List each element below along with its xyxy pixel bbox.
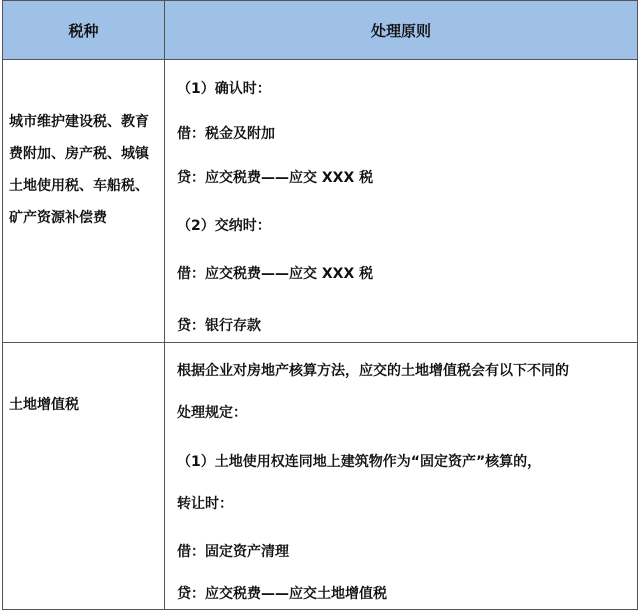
- row1-line-1: （1）确认时：: [177, 81, 271, 97]
- row1-line-5: 借：应交税费——应交 XXX 税: [177, 266, 374, 282]
- row1-line-6: 贷：银行存款: [177, 318, 261, 334]
- row2-principle-cell: [164, 342, 638, 610]
- row2-line-1: 根据企业对房地产核算方法，应交的土地增值税会有以下不同的: [177, 363, 569, 379]
- row2-line-6: 贷：应交税费——应交土地增值税: [177, 586, 387, 602]
- row1-tax-name: 城市维护建设税、教育费附加、房产税、城镇土地使用税、车船税、矿产资源补偿费: [9, 114, 149, 226]
- row2-line-2: 处理规定：: [177, 405, 247, 421]
- row2-line-4: 转让时：: [177, 496, 233, 512]
- row2-line-3: （1）土地使用权连同地上建筑物作为“固定资产”核算的，: [177, 454, 542, 470]
- row1-principle-cell: [164, 59, 638, 343]
- row2-line-5: 借：固定资产清理: [177, 544, 289, 560]
- header-tax-type: [2, 0, 165, 60]
- row1-line-2: 借：税金及附加: [177, 126, 275, 142]
- header-principle-label: 处理原则: [370, 21, 431, 40]
- header-tax-type-label: 税种: [68, 21, 99, 40]
- tax-table: [2, 0, 638, 610]
- row1-tax-cell: [2, 59, 165, 343]
- row2-tax-cell: [2, 342, 165, 610]
- row2-tax-name: 土地增值税: [9, 397, 79, 413]
- header-principle: [164, 0, 638, 60]
- row1-line-3: 贷：应交税费——应交 XXX 税: [177, 170, 374, 186]
- row1-line-4: （2）交纳时：: [177, 218, 271, 234]
